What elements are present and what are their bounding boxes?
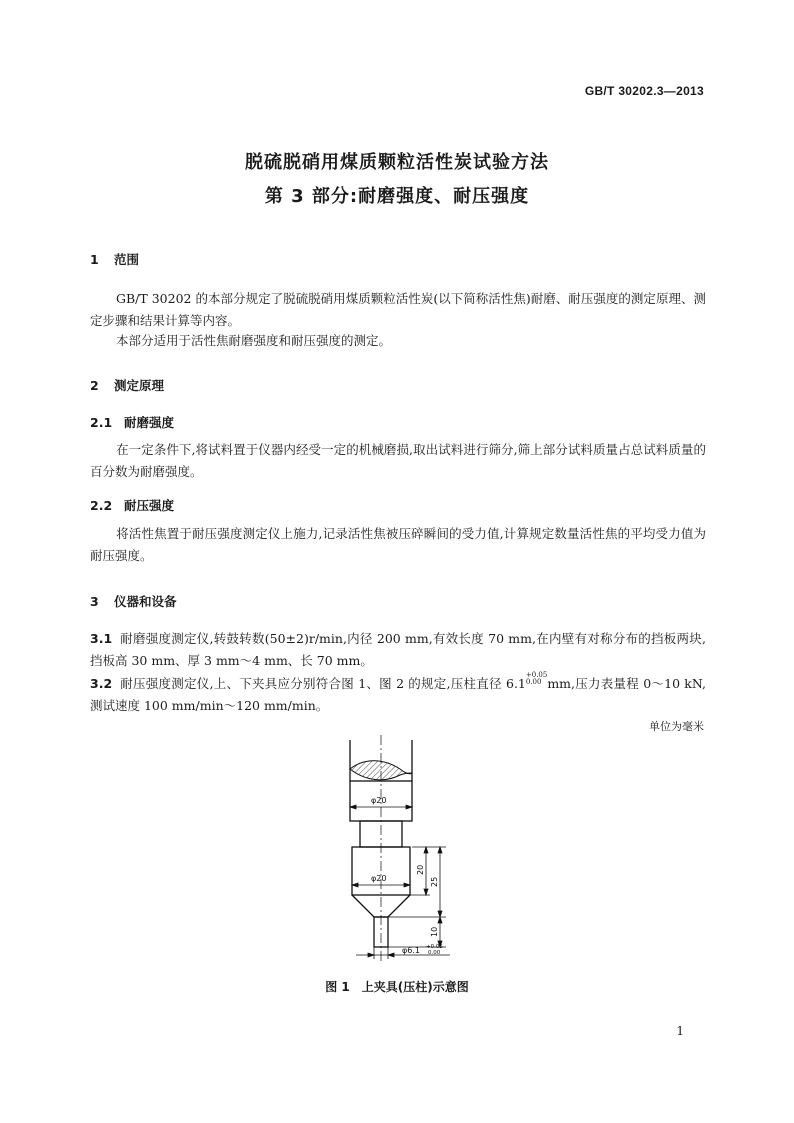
section-title: 仪器和设备 [114, 594, 177, 609]
section-number: 3 [90, 594, 99, 609]
dim-h-20: 20 [416, 864, 425, 875]
section-1-paragraph-2: 本部分适用于活性焦耐磨强度和耐压强度的测定。 [116, 333, 392, 348]
dim-d-lower: φ20 [371, 874, 387, 883]
section-number: 1 [90, 252, 99, 267]
section-3-2-paragraph: 3.2 耐压强度测定仪,上、下夹具应分别符合图 1、图 2 的规定,压柱直径 $6.1^{+0.05 0.00}$ mm,压力表量程 0～10 kN,测试速度 100 mm/min～120 mm/min。 [90, 671, 706, 713]
section-2-1-paragraph: 在一定条件下,将试料置于仪器内经受一定的机械磨损,取出试料进行筛分,筛上部分试料质量占总试料质量的百分数为耐磨强度。 [90, 442, 706, 479]
dim-h-10: 10 [430, 926, 439, 937]
section-number: 2.2 [90, 498, 113, 513]
section-3-1-paragraph: 3.1 耐磨强度测定仪,转鼓转数(50±2)r/min,内径 200 mm,有效长度 70 mm,在内壁有对称分布的挡板两块,挡板高 30 mm、厚 3 mm～4 mm、长 70 mm。 [90, 628, 706, 672]
document-subtitle: 第 3 部分:耐磨强度、耐压强度 [264, 186, 530, 207]
section-2-2-heading [90, 496, 174, 514]
section-2-heading [90, 376, 164, 394]
tolerance: +0.05 0.00 [525, 671, 548, 686]
section-title: 耐磨强度 [124, 415, 175, 430]
section-number: 3.1 [90, 631, 113, 646]
section-1-paragraph-1: GB/T 30202 的本部分规定了脱硫脱硝用煤质颗粒活性炭(以下简称活性焦)耐磨、耐压强度的测定原理、测定步骤和结果计算等内容。 [90, 291, 706, 328]
dim-d-upper: φ20 [371, 796, 387, 805]
page-number: 1 [676, 1024, 684, 1038]
section-title: 测定原理 [114, 378, 165, 393]
section-number: 3.2 [90, 676, 113, 691]
standard-number: GB/T 30202.3—2013 [584, 84, 704, 98]
section-1-heading [90, 250, 139, 268]
dim-d-tip: φ6.1 [402, 946, 420, 955]
unit-note: 单位为毫米 [649, 720, 704, 733]
dim-h-25: 25 [430, 876, 439, 887]
section-number: 2.1 [90, 415, 113, 430]
section-title: 耐压强度 [124, 498, 175, 513]
section-3-heading [90, 592, 177, 610]
upper-fixture-drawing [330, 735, 470, 965]
figure-caption: 图 1 上夹具(压柱)示意图 [325, 980, 469, 994]
dim-tip-lower: 0.00 [428, 950, 441, 956]
document-title: 脱硫脱硝用煤质颗粒活性炭试验方法 [245, 152, 549, 173]
dim-tip-upper: +0.05 [426, 944, 443, 950]
section-title: 范围 [114, 252, 140, 267]
section-2-1-heading [90, 413, 174, 431]
section-2-2-paragraph: 将活性焦置于耐压强度测定仪上施力,记录活性焦被压碎瞬间的受力值,计算规定数量活性焦的平均受力值为耐压强度。 [90, 526, 706, 563]
section-number: 2 [90, 378, 99, 393]
